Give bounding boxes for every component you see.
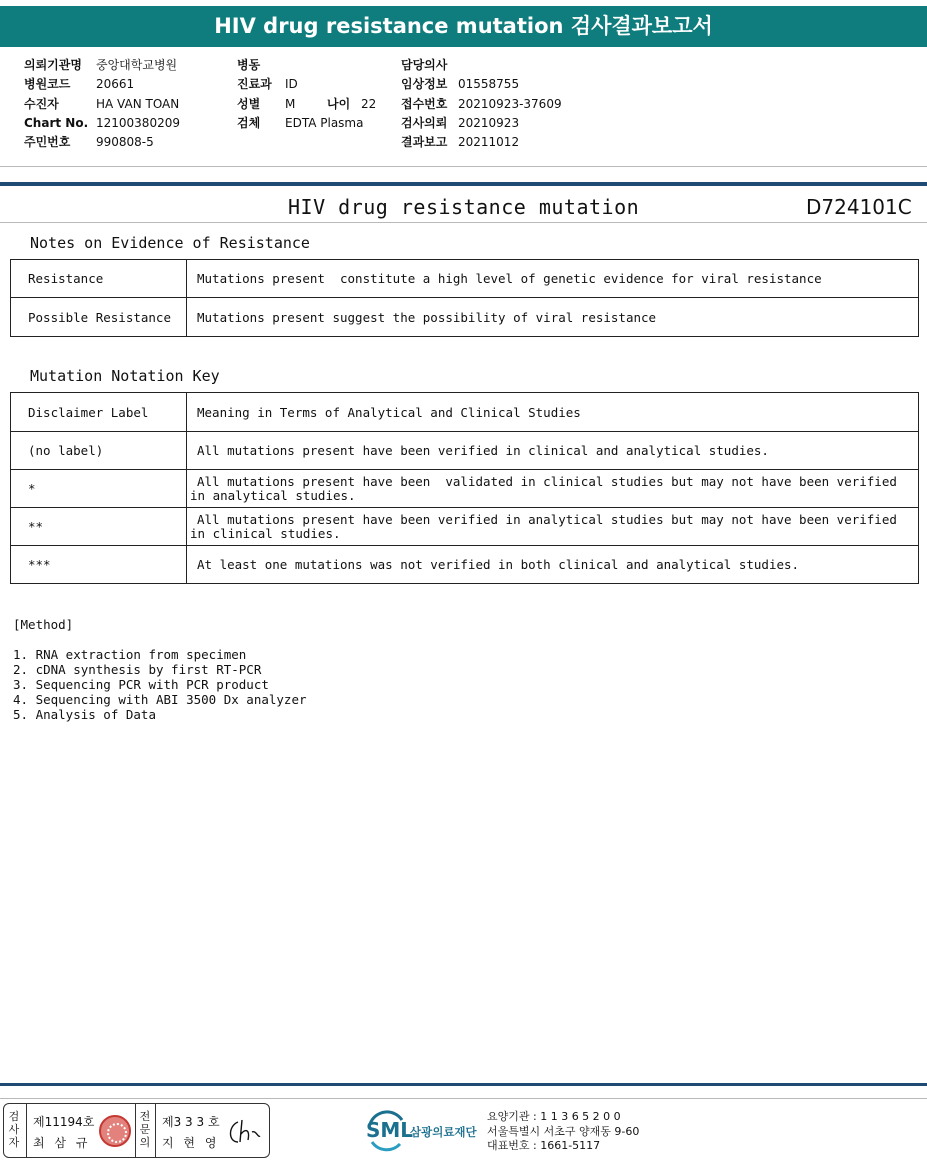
evidence-table — [10, 259, 919, 337]
table-cell-text: At least one mutations was not verified in both clinical and analytical studies. — [187, 546, 919, 584]
info-label: 검사의뢰 — [401, 115, 448, 130]
report-code: D724101C — [806, 195, 912, 219]
tester-license-no: 제11194호 — [33, 1115, 95, 1129]
info-label: 접수번호 — [401, 96, 448, 111]
method-step: 3. Sequencing PCR with PCR product — [13, 677, 269, 692]
table-cell-line: All mutations present have been verified in analytical studies but may not have been verified — [197, 511, 897, 527]
seal-stamp-icon — [99, 1115, 131, 1147]
patient-info-col1 — [24, 56, 180, 152]
org-phone: 대표번호 : 1661-5117 — [487, 1139, 601, 1152]
specialist-name: 지 현 영 — [162, 1136, 220, 1150]
info-label: 검체 — [237, 115, 261, 130]
table-row — [11, 546, 919, 584]
org-logo-text: SML — [366, 1118, 414, 1142]
table-cell-text: All mutations present have been verified in clinical and analytical studies. — [187, 432, 919, 470]
age-label: 나이 — [327, 96, 351, 111]
info-label: 성별 — [237, 96, 261, 111]
info-value: EDTA Plasma — [285, 115, 364, 130]
org-address-block — [487, 1110, 639, 1154]
table-cell-text: Mutations present suggest the possibility of viral resistance — [187, 298, 919, 337]
info-label: Chart No. — [24, 115, 89, 130]
info-value: 12100380209 — [96, 115, 180, 130]
table-cell-text — [187, 508, 919, 546]
info-label: 의뢰기관명 — [24, 58, 82, 72]
info-value: HA VAN TOAN — [96, 96, 180, 111]
info-value: ID — [285, 77, 298, 92]
table-cell-text — [187, 470, 919, 508]
table-cell-label: (no label) — [11, 432, 187, 470]
divider — [0, 222, 927, 223]
info-value: 20661 — [96, 77, 135, 92]
notation-section-title: Mutation Notation Key — [30, 367, 220, 385]
table-row — [11, 508, 919, 546]
specialist-license-no: 제3 3 3 호 — [162, 1115, 220, 1129]
patient-info-col2 — [237, 56, 376, 133]
tester-name: 최 삼 규 — [33, 1136, 91, 1150]
info-value: 20210923 — [458, 115, 520, 130]
signature-icon — [224, 1116, 264, 1148]
age-value: 22 — [361, 96, 377, 111]
info-value: 20211012 — [458, 135, 520, 150]
info-value: 20210923-37609 — [458, 96, 562, 111]
info-label: 주민번호 — [24, 135, 71, 150]
table-row — [11, 470, 919, 508]
divider — [0, 166, 927, 167]
table-row — [11, 432, 919, 470]
info-value: 01558755 — [458, 77, 520, 92]
table-row — [11, 260, 919, 298]
tester-label: 검사자 — [8, 1110, 20, 1149]
method-step: 4. Sequencing with ABI 3500 Dx analyzer — [13, 692, 307, 707]
table-cell-line: All mutations present have been validated in clinical studies but may not have been verified — [197, 473, 897, 489]
method-section — [13, 617, 307, 722]
method-title: [Method] — [13, 617, 74, 632]
info-label: 수진자 — [24, 96, 59, 111]
specialist-label: 전문의 — [139, 1110, 151, 1149]
table-cell-line: in analytical studies. — [190, 487, 356, 503]
table-cell-label: ** — [11, 508, 187, 546]
table-cell-label: *** — [11, 546, 187, 584]
info-label: 담당의사 — [401, 58, 448, 72]
divider-blue — [0, 182, 927, 186]
info-value: 중앙대학교병원 — [96, 58, 178, 72]
info-value: 990808-5 — [96, 135, 154, 150]
report-title: HIV drug resistance mutation — [288, 195, 640, 219]
table-row — [11, 298, 919, 337]
org-address: 서울특별시 서초구 양재동 9-60 — [487, 1124, 640, 1138]
method-step: 2. cDNA synthesis by first RT-PCR — [13, 662, 262, 677]
table-row — [11, 393, 919, 432]
evidence-section-title: Notes on Evidence of Resistance — [30, 234, 310, 252]
footer-divider — [0, 1098, 927, 1099]
table-cell-text: Meaning in Terms of Analytical and Clinical Studies — [187, 393, 919, 432]
patient-info-col3 — [401, 56, 562, 152]
table-cell-label: Possible Resistance — [11, 298, 187, 337]
signature-box — [3, 1103, 270, 1158]
info-label: 임상정보 — [401, 77, 448, 92]
method-step: 1. RNA extraction from specimen — [13, 647, 247, 662]
table-cell-text: Mutations present constitute a high level of genetic evidence for viral resistance — [187, 260, 919, 298]
table-cell-label: Resistance — [11, 260, 187, 298]
notation-table — [10, 392, 919, 584]
org-name: 삼광의료재단 — [410, 1125, 477, 1139]
table-cell-line: in clinical studies. — [190, 525, 341, 541]
box-divider — [135, 1104, 136, 1157]
box-divider — [26, 1104, 27, 1157]
method-step: 5. Analysis of Data — [13, 707, 156, 722]
footer-divider-blue — [0, 1083, 927, 1086]
box-divider — [155, 1104, 156, 1157]
report-header-title: HIV drug resistance mutation 검사결과보고서 — [0, 6, 927, 47]
info-label: 병원코드 — [24, 77, 71, 92]
org-code: 요양기관 : 1 1 3 6 5 2 0 0 — [487, 1110, 621, 1123]
info-label: 진료과 — [237, 77, 272, 92]
table-cell-label: Disclaimer Label — [11, 393, 187, 432]
info-label: 병동 — [237, 58, 261, 72]
table-cell-label: * — [11, 470, 187, 508]
info-value: M — [285, 96, 296, 111]
info-label: 결과보고 — [401, 135, 448, 150]
